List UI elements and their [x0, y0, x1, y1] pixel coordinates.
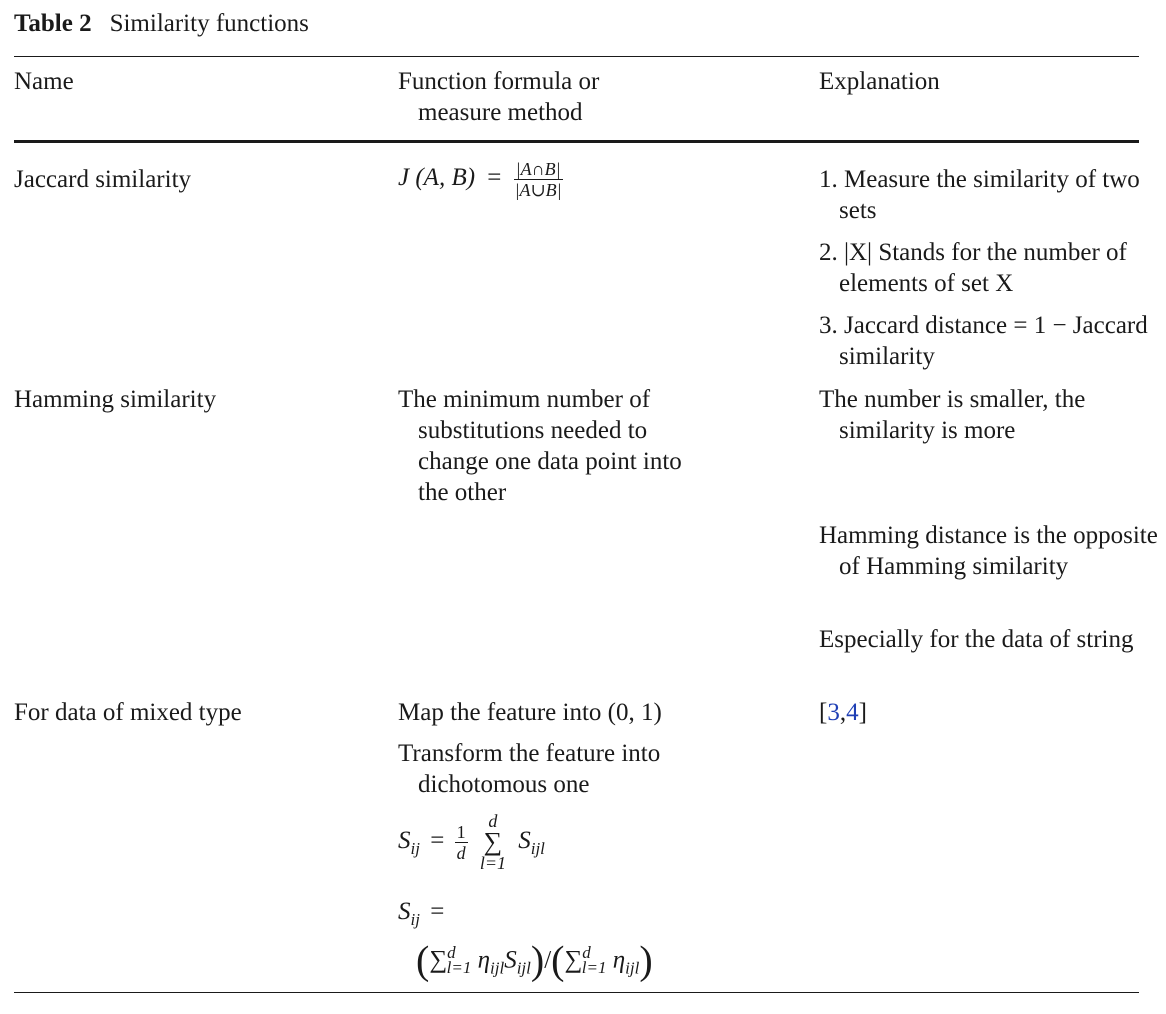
hamming-explanation-2: Hamming distance is the opposite of Hamming similarity: [819, 522, 1158, 580]
jaccard-explanation-1: 1. Measure the similarity of two sets: [819, 166, 1140, 224]
header-rule: [14, 140, 1139, 143]
hamming-explanation-1: The number is smaller, the similarity is more: [819, 386, 1086, 444]
jaccard-explanation-3: 3. Jaccard distance = 1 − Jaccard similarity: [819, 312, 1148, 370]
reference-link-3[interactable]: 3: [827, 699, 840, 726]
reference-link-4[interactable]: 4: [846, 699, 859, 726]
formula2-lhs: $S_{ij}$ =: [398, 898, 445, 929]
jaccard-fraction: [514, 160, 563, 199]
formula1-term: $S_{ijl}$: [518, 826, 545, 858]
formula1-eq: =: [430, 826, 445, 854]
table-caption: [14, 8, 309, 40]
header-name: Name: [14, 68, 74, 95]
header-formula: [398, 66, 808, 128]
jaccard-explanation-2: 2. |X| Stands for the number of elements of set X: [819, 239, 1127, 297]
row-jaccard-name: Jaccard similarity: [14, 166, 192, 193]
formula1-coefficient: $\frac{1}{d}$: [456, 821, 466, 863]
table-title: Similarity functions: [109, 10, 309, 37]
mixed-formula-weighted: [398, 896, 808, 983]
mixed-method-1: Map the feature into (0, 1): [398, 699, 662, 726]
jaccard-formula: [398, 160, 808, 199]
formula1-sum: d ∑ l=1: [479, 811, 506, 873]
row-hamming-name: Hamming similarity: [14, 386, 217, 413]
jaccard-eq: =: [487, 164, 502, 192]
formula2-rhs: (∑$^d_{l=1}$ $\eta_{ijl}S_{ijl})/(\sum^d_{l=1}$ $\eta_{ijl}$): [416, 937, 653, 983]
top-rule: [14, 56, 1139, 57]
row-mixed-name: For data of mixed type: [14, 699, 242, 726]
formula1-lhs: $S_{ij}$: [398, 826, 420, 858]
header-explanation: Explanation: [819, 68, 940, 95]
jaccard-numerator: |A∩B|: [515, 159, 561, 179]
header-formula-line1: Function formula or: [398, 68, 600, 95]
hamming-formula-text: The minimum number of substitutions needed to change one data point into the other: [398, 386, 682, 506]
jaccard-lhs: J (A, B): [398, 164, 476, 192]
bottom-rule: [14, 992, 1139, 993]
mixed-formula-mean: [398, 812, 808, 872]
mixed-references: [3,4]: [819, 699, 867, 726]
mixed-method-2: Transform the feature into dichotomous one: [398, 740, 661, 798]
header-formula-line2: measure method: [418, 99, 583, 126]
jaccard-denominator: |A∪B|: [514, 180, 562, 200]
hamming-explanation-3: Especially for the data of string: [819, 626, 1134, 653]
table-label: Table 2: [14, 10, 92, 37]
